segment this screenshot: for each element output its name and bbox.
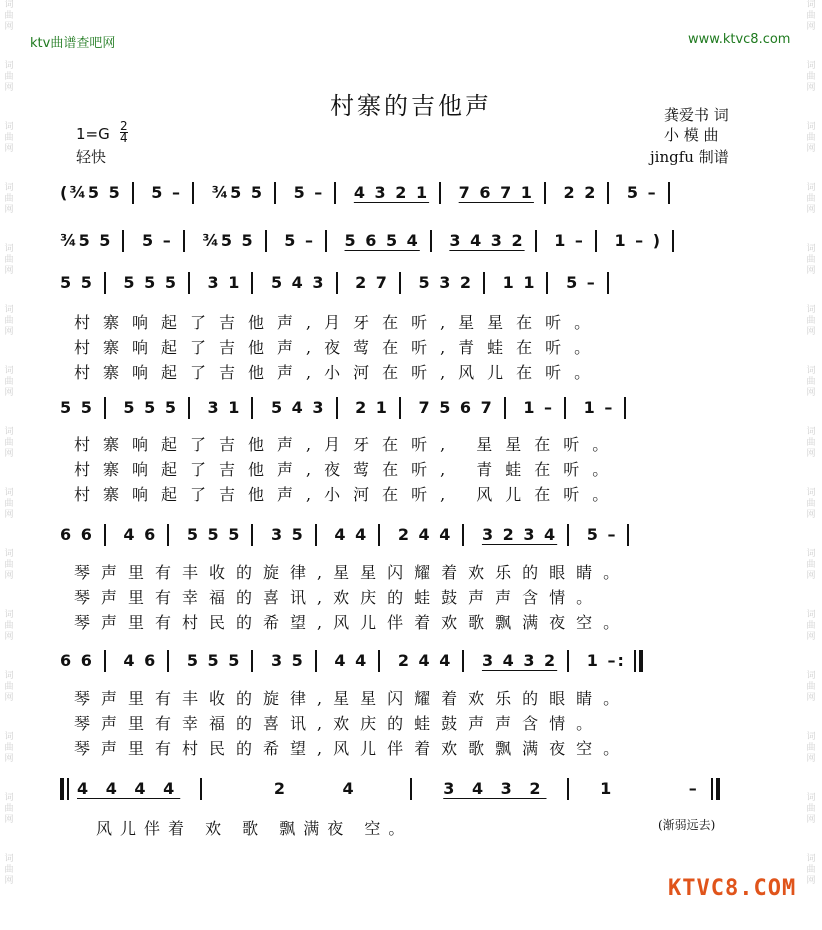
site-url-right[interactable]: www.ktvc8.com: [688, 32, 791, 47]
lyric-line: 村寨响起了吉他声,小河在听,风儿在听。: [74, 363, 604, 382]
staff-row-3: 5 5 5 5 5 3 1 5 4 3 2 7 5 3 2 1 1 5 –: [60, 272, 619, 294]
lyric-line: 琴声里有村民的希望,风儿伴着欢歌飘满夜空。: [74, 739, 631, 758]
lyric-line: 琴声里有幸福的喜讯,欢庆的蛙鼓声声含情。: [74, 588, 604, 607]
tempo-marking: 轻快: [76, 148, 107, 166]
site-name-left[interactable]: ktv曲谱查吧网: [30, 36, 116, 51]
lyric-line: 琴声里有丰收的旋律,星星闪耀着欢乐的眼睛。: [74, 689, 631, 708]
lyric-line: 风儿伴着 欢 歌 飘满夜 空。: [96, 819, 413, 838]
time-signature: $\frac{2}{4}$: [120, 119, 128, 145]
lyric-line: 琴声里有丰收的旋律,星星闪耀着欢乐的眼睛。: [74, 563, 631, 582]
staff-row-4: 5 5 5 5 5 3 1 5 4 3 2 1 7 5 6 7 1 – 1 –: [60, 397, 636, 419]
staff-row-1: (¾5 5 5 – ¾5 5 5 – 4 3 2 1 7 6 7 1 2 2 5 –: [60, 182, 680, 204]
composer: 小 模 曲: [664, 126, 719, 144]
watermark-right: 词曲网 词曲网 词曲网 词曲网 词曲网 词曲网 词曲网 词曲网 词曲网 词曲网 词曲网 词曲网 词曲网 词曲网 词曲网: [806, 0, 816, 886]
dynamics-note: (渐弱远去): [658, 818, 716, 832]
lyric-line: 村寨响起了吉他声,月牙在听,星星在听。: [74, 313, 604, 332]
lyric-line: 村寨响起了吉他声,月牙在听, 星星在听。: [74, 435, 622, 454]
lyric-line: 村寨响起了吉他声,夜莺在听,青蛙在听。: [74, 338, 604, 357]
staff-row-6: 6 6 4 6 5 5 5 3 5 4 4 2 4 4 3 4 3 2 1 –:: [60, 650, 643, 672]
staff-row-5: 6 6 4 6 5 5 5 3 5 4 4 2 4 4 3 2 3 4 5 –: [60, 524, 639, 546]
watermark-left: 词曲网 词曲网 词曲网 词曲网 词曲网 词曲网 词曲网 词曲网 词曲网 词曲网 词曲网 词曲网 词曲网 词曲网 词曲网: [4, 0, 14, 886]
lyricist: 龚爱书 词: [664, 106, 729, 124]
key-signature: 1=G $\frac{2}{4}$: [76, 119, 128, 145]
engraver: jingfu 制谱: [650, 148, 729, 166]
staff-row-7: 4 4 4 4 2 4 3 4 3 2 1 –: [60, 778, 720, 800]
lyric-line: 琴声里有村民的希望,风儿伴着欢歌飘满夜空。: [74, 613, 631, 632]
lyric-line: 村寨响起了吉他声,夜莺在听, 青蛙在听。: [74, 460, 622, 479]
lyric-line: 琴声里有幸福的喜讯,欢庆的蛙鼓声声含情。: [74, 714, 604, 733]
staff-row-2: ¾5 5 5 – ¾5 5 5 – 5 6 5 4 3 4 3 2 1 – 1 – ): [60, 230, 684, 252]
lyric-line: 村寨响起了吉他声,小河在听, 风儿在听。: [74, 485, 622, 504]
song-title: 村寨的吉他声: [330, 92, 492, 120]
site-logo[interactable]: KTVC8.COM: [668, 876, 797, 901]
